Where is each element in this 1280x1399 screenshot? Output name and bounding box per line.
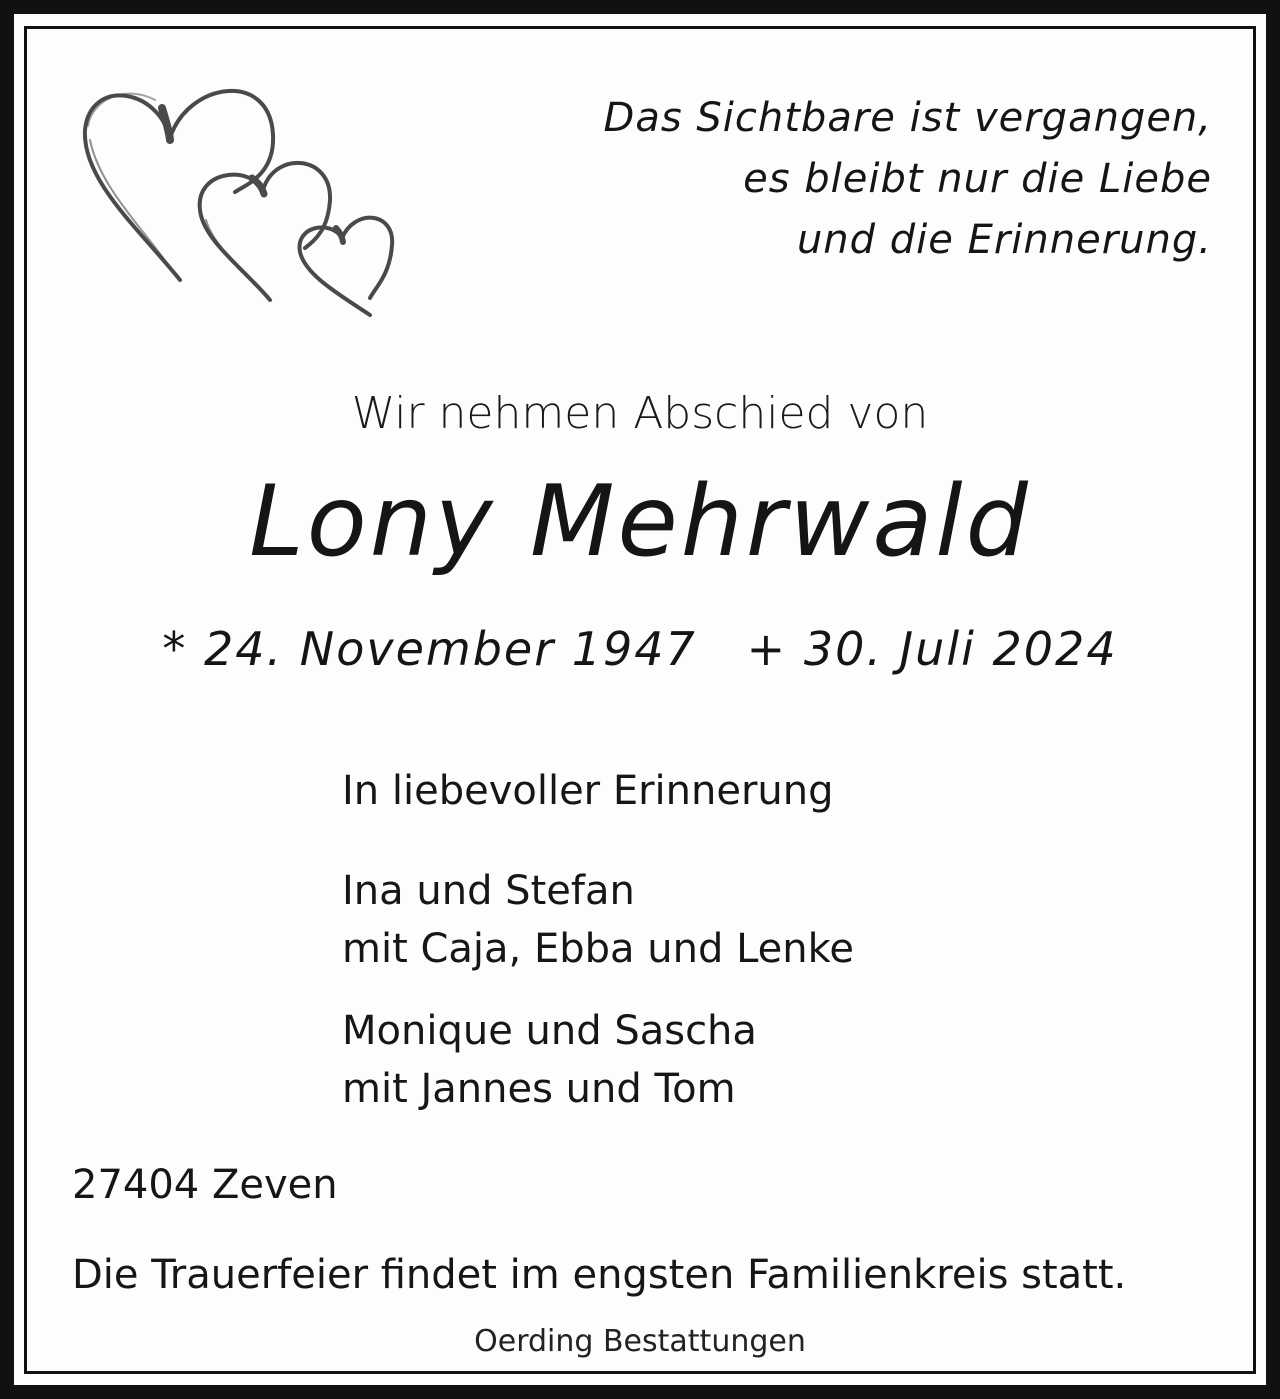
memory-line: In liebevoller Erinnerung <box>342 768 834 814</box>
family-children: mit Jannes und Tom <box>342 1066 736 1112</box>
quote-line: es bleibt nur die Liebe <box>743 156 1212 202</box>
undertaker: Oerding Bestattungen <box>474 1324 806 1359</box>
quote-line: und die Erinnerung. <box>796 217 1212 263</box>
intro-text: Wir nehmen Abschied von <box>351 388 929 439</box>
city: 27404 Zeven <box>72 1162 338 1208</box>
ceremony-note: Die Trauerfeier findet im engsten Familienkreis statt. <box>72 1252 1127 1298</box>
family-names: Monique und Sascha <box>342 1008 757 1054</box>
family-group <box>342 862 854 978</box>
quote <box>512 88 1212 271</box>
deceased-name: Lony Mehrwald <box>249 465 1031 579</box>
family-names: Ina und Stefan <box>342 868 635 914</box>
life-dates <box>0 622 1280 676</box>
quote-line: Das Sichtbare ist vergangen, <box>603 95 1212 141</box>
three-hearts-icon <box>70 60 410 330</box>
family-group <box>342 1002 757 1118</box>
family-children: mit Caja, Ebba und Lenke <box>342 926 854 972</box>
death-date: + 30. Juli 2024 <box>746 622 1118 676</box>
birth-date: * 24. November 1947 <box>162 622 697 676</box>
